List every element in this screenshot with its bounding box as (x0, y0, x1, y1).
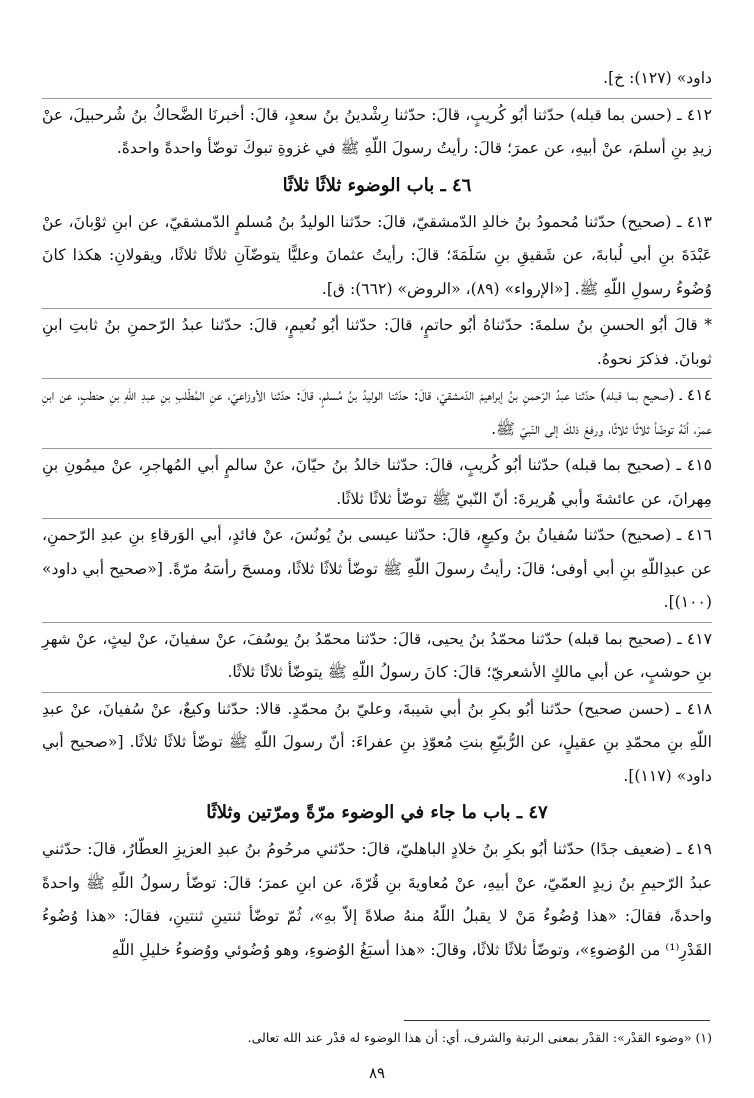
hadith-418: ٤١٨ ـ (حسن صحيح) حدّثنا أبُو بكرِ بنُ أبي شيبةَ، وعليّ بنُ محمّدٍ. قالا: حدّثنا وكيعٌ، عنْ سُفيانَ، عنْ عبدِ اللّهِ بنِ محمّدِ بنِ عقيلٍ، عن الرُّبيّعِ بنتِ مُعوّذِ بنِ عفراءَ: أنّ رسولَ اللّهِ ﷺ توضّأ ثلاثًا ثلاثًا. [«صحيح أبي داود» (١١٧)]. (42, 692, 712, 794)
narrator-note: * قالَ أبُو الحسنِ بنُ سلمةَ: حدّثناهُ أبُو حاتمٍ، قالَ: حدّثنا أبُو نُعيمٍ، قالَ: حدّثنا عبدُ الرّحمنِ بنُ ثابتِ ابنِ ثوبانَ. فذكرَ نحوهُ. (42, 308, 712, 376)
continuation-text: داود» (١٢٧): خ]. (603, 69, 712, 87)
chapter-heading-46: ٤٦ ـ باب الوضوء ثلاثًا ثلاثًا (282, 174, 472, 196)
page-number: ٨٩ (368, 1064, 386, 1082)
hadith-413: ٤١٣ ـ (صحيح) حدّثنا مُحمودُ بنُ خالدِ الدّمشقيّ، قالَ: حدّثنا الوليدُ بنُ مُسلمٍ الدّمشقيّ، عن ابنِ ثوْبانَ، عنْ عَبْدَةَ بنِ أبي لُبابةَ، عن شَقيقِ بنِ سَلَمَةَ؛ قالَ: رأيتُ عثمانَ وعليًّا يتوضّآنِ ثلاثًا ثلاثًا، ويقولانِ: هكذا كانَ وُضُوءُ رسولِ اللّهِ ﷺ. [«الإرواء» (٨٩)، «الروض» (٦٦٢): ق]. (42, 212, 712, 298)
hadith-416: ٤١٦ ـ (صحيح) حدّثنا سُفيانُ بنُ وكيعٍ، قالَ: حدّثنا عيسى بنُ يُونُسَ، عنْ فائدٍ، أبي الوَرقاءِ بنِ عبدِ الرّحمنِ، عن عبدِاللّهِ بنِ أبي أوفى؛ قالَ: رأيتُ رسولَ اللّهِ ﷺ توضّأ ثلاثًا ثلاثًا، ومسحَ رأسَهُ مرّةً. [«صحيح أبي داود» (١٠٠)]. (42, 518, 712, 620)
hadith-415: ٤١٥ ـ (صحيح بما قبله) حدّثنا أبُو كُريبٍ، قالَ: حدّثنا خالدُ بنُ حيّانَ، عنْ سالمٍ أبي المُهاجرِ، عنْ ميمُونِ بنِ مِهرانَ، عن عائشةَ وأبي هُريرةَ: أنّ النّبيّ ﷺ توضّأ ثلاثًا ثلاثًا. (42, 448, 712, 516)
footnote-separator (404, 1020, 710, 1021)
footnote: (١) «وضوء القدْر»: القدْر بمعنى الرتبة والشرف، أي: أن هذا الوضوء له قدْر عند الله تعالى. (247, 1030, 712, 1045)
hadith-419: ٤١٩ ـ (ضعيف جدًا) حدّثنا أبُو بكرِ بنُ خلادٍ الباهليّ، قالَ: حدّثني مرحُومُ بنُ عبدِ العزيزِ العطّارُ، قالَ: حدّثني عبدُ الرّحيمِ بنُ زيدٍ العمّيّ، عنْ أبيهِ، عنْ مُعاويةَ بنِ قُرّةَ، عن ابنِ عمرَ؛ قالَ: توضّأ رسولُ اللّهِ ﷺ واحدةً واحدةً، فقالَ: «هذا وُضُوءُ مَنْ لا يقبلُ اللّهُ منهُ صلاةً إلاّ بهِ»، ثُمّ توضّأ ثنتينِ ثنتينِ، فقالَ: «هذا وُضُوءُ القَدْرِ⁽¹⁾ من الوُضوءِ»، وتوضّأ ثلاثًا ثلاثًا، وقالَ: «هذا أسبَغُ الوُضوءِ، وهو وُضُوئي ووُضوءُ خليلِ اللّهِ (42, 840, 712, 959)
hadith-414: ٤١٤ ـ (صحيح بما قبله) حدّثنا عبدُ الرّحمنِ بنُ إبراهيمَ الدّمشقيّ، قالَ: حدّثنا الوليدُ بنُ مُسلمٍ، قالَ: حدّثنا الأوزاعيّ، عنِ المُطّلبِ بنِ عبدِ اللّهِ بنِ حنطبٍ، عن ابنِ عمرَ، أنّهُ توضّأ ثلاثًا ثلاثًا، ورفعَ ذلكَ إلى النّبيّ ﷺ. (42, 378, 712, 446)
hadith-412: ٤١٢ ـ (حسن بما قبله) حدّثنا أبُو كُريبٍ، قالَ: حدّثنا رِشْدينُ بنُ سعدٍ، قالَ: أخبرنَا الضَّحاكُ بنُ شُرحبيلَ، عنْ زيدِ بنِ أسلمَ، عنْ أبيهِ، عن عمرَ؛ قالَ: رأيتُ رسولَ اللّهِ ﷺ في غزوةِ تبوكَ توضّأ واحدةً واحدةً. (42, 98, 712, 166)
hadith-417: ٤١٧ ـ (صحيح بما قبله) حدّثنا محمّدُ بنُ يحيى، قالَ: حدّثنا محمّدُ بنُ يوسُفَ، عنْ سفيانَ، عنْ ليثٍ، عنْ شهرِ بنِ حوشبٍ، عن أبي مالكٍ الأشعريّ؛ قالَ: كانَ رسولُ اللّهِ ﷺ يتوضّأ ثلاثًا ثلاثًا. (42, 622, 712, 690)
chapter-heading-47: ٤٧ ـ باب ما جاء في الوضوء مرّةً ومرّتين وثلاثًا (206, 802, 548, 823)
